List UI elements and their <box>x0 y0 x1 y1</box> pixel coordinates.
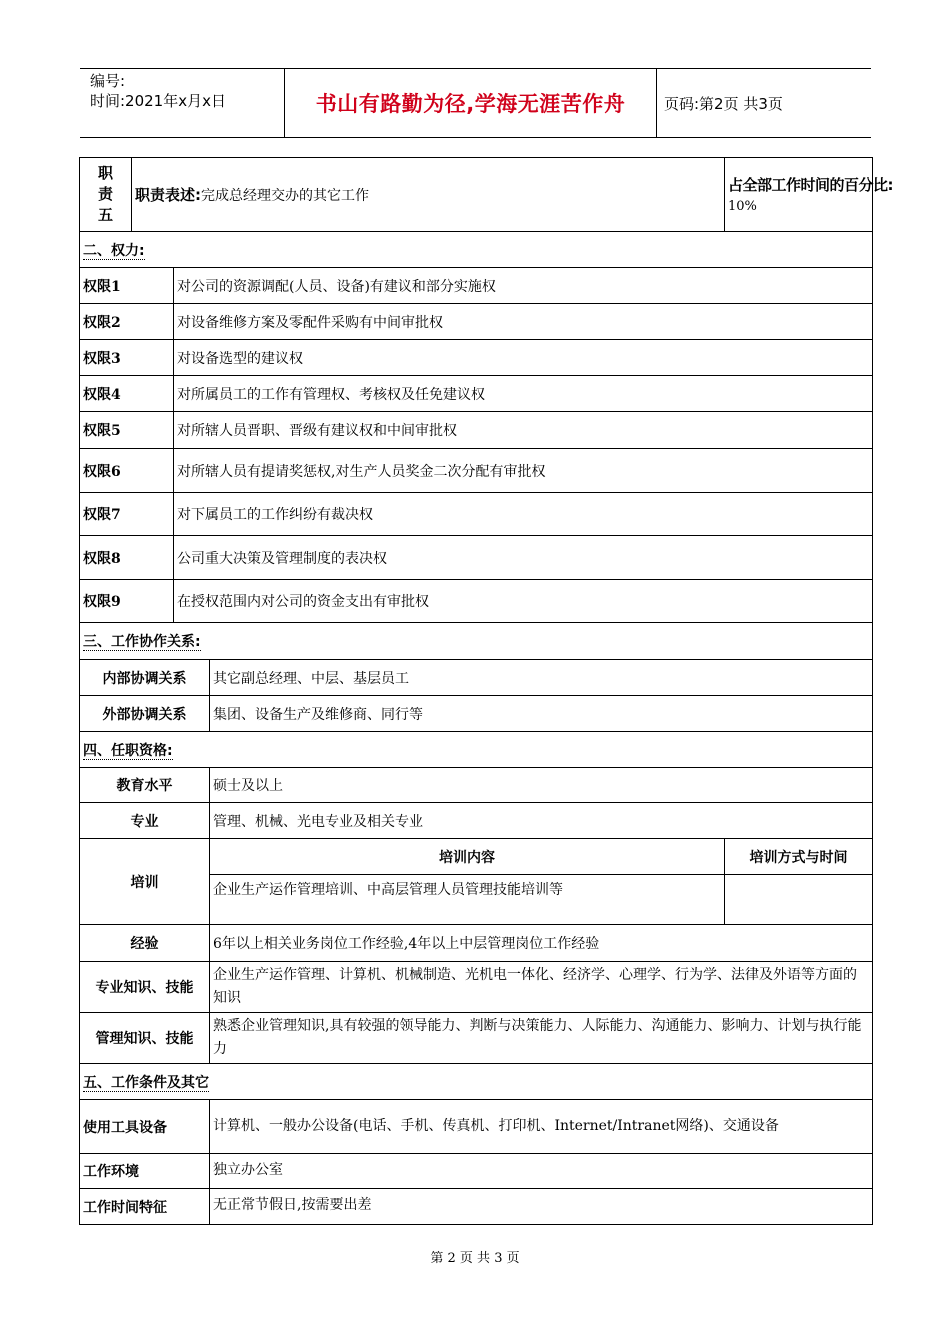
major-row <box>80 803 873 839</box>
training-label: 培训 <box>80 839 210 925</box>
work-time-text: 无正常节假日,按需要出差 <box>210 1189 873 1225</box>
authority-row <box>80 536 873 580</box>
pro-skill-row <box>80 962 873 1013</box>
qualification-title: 四、任职资格: <box>83 742 173 759</box>
external-relation-text: 集团、设备生产及维修商、同行等 <box>210 696 873 732</box>
internal-relation-text: 其它副总经理、中层、基层员工 <box>210 660 873 696</box>
experience-label: 经验 <box>80 925 210 962</box>
duty5-percent: 10% <box>728 199 757 214</box>
duty5-row <box>80 158 873 232</box>
authority-text: 对所辖人员有提请奖惩权,对生产人员奖金二次分配有审批权 <box>174 449 873 493</box>
tools-row <box>80 1100 873 1154</box>
env-label: 工作环境 <box>80 1154 210 1189</box>
authority-label: 权限5 <box>80 412 174 449</box>
authority-text: 公司重大决策及管理制度的表决权 <box>174 536 873 580</box>
training-method-header: 培训方式与时间 <box>725 839 873 875</box>
duty5-percent-label: 占全部工作时间的百分比: <box>728 176 894 194</box>
authority-label: 权限2 <box>80 304 174 340</box>
training-header-row <box>80 839 873 875</box>
authority-row <box>80 412 873 449</box>
header-motto-cell <box>284 69 657 137</box>
mgmt-skill-text: 熟悉企业管理知识,具有较强的领导能力、判断与决策能力、人际能力、沟通能力、影响力、计划与执行能力 <box>210 1013 873 1064</box>
authority-row <box>80 493 873 536</box>
education-label: 教育水平 <box>80 768 210 803</box>
mgmt-skill-row <box>80 1013 873 1064</box>
authority-row <box>80 580 873 623</box>
authority-label: 权限3 <box>80 340 174 376</box>
page-info: 页码:第2页 共3页 <box>664 94 783 113</box>
authority-text: 对所属员工的工作有管理权、考核权及任免建议权 <box>174 376 873 412</box>
authority-title: 二、权力: <box>83 242 145 259</box>
section-authority <box>80 232 873 268</box>
header-page-cell <box>656 69 871 137</box>
authority-row <box>80 449 873 493</box>
experience-text: 6年以上相关业务岗位工作经验,4年以上中层管理岗位工作经验 <box>210 925 873 962</box>
authority-label: 权限6 <box>80 449 174 493</box>
duty5-desc-label: 职责表述: <box>135 186 201 204</box>
work-time-row <box>80 1189 873 1225</box>
duty5-desc: 完成总经理交办的其它工作 <box>201 188 369 204</box>
authority-row <box>80 340 873 376</box>
tools-text: 计算机、一般办公设备(电话、手机、传真机、打印机、Internet/Intranet网络)、交通设备 <box>210 1100 873 1154</box>
mgmt-skill-label: 管理知识、技能 <box>80 1013 210 1064</box>
pro-skill-label: 专业知识、技能 <box>80 962 210 1013</box>
training-content: 企业生产运作管理培训、中高层管理人员管理技能培训等 <box>210 875 725 925</box>
duty5-label: 职 责 五 <box>80 158 132 232</box>
authority-label: 权限4 <box>80 376 174 412</box>
authority-row <box>80 376 873 412</box>
work-time-label: 工作时间特征 <box>80 1189 210 1225</box>
experience-row <box>80 925 873 962</box>
section-qualification <box>80 732 873 768</box>
training-content-header: 培训内容 <box>210 839 725 875</box>
authority-label: 权限7 <box>80 493 174 536</box>
doc-time: 时间:2021年x月x日 <box>90 92 226 110</box>
authority-text: 对公司的资源调配(人员、设备)有建议和部分实施权 <box>174 268 873 304</box>
relations-title: 三、工作协作关系: <box>83 634 201 650</box>
major-text: 管理、机械、光电专业及相关专业 <box>210 803 873 839</box>
duty5-percent-cell <box>725 158 894 232</box>
internal-relation-row <box>80 660 873 696</box>
major-label: 专业 <box>80 803 210 839</box>
external-relation-label: 外部协调关系 <box>80 696 210 732</box>
section-relations <box>80 623 873 660</box>
education-row <box>80 768 873 803</box>
authority-label: 权限8 <box>80 536 174 580</box>
authority-text: 对下属员工的工作纠纷有裁决权 <box>174 493 873 536</box>
authority-row <box>80 268 873 304</box>
training-method <box>725 875 873 925</box>
authority-label: 权限9 <box>80 580 174 623</box>
authority-label: 权限1 <box>80 268 174 304</box>
authority-text: 对设备选型的建议权 <box>174 340 873 376</box>
authority-text: 在授权范围内对公司的资金支出有审批权 <box>174 580 873 623</box>
section-conditions <box>80 1064 873 1100</box>
education-text: 硕士及以上 <box>210 768 873 803</box>
authority-row <box>80 304 873 340</box>
header-info <box>80 69 284 137</box>
tools-label: 使用工具设备 <box>80 1100 210 1154</box>
relations-title-cell <box>80 623 873 660</box>
conditions-title: 五、工作条件及其它 <box>83 1074 209 1091</box>
motto: 书山有路勤为径,学海无涯苦作舟 <box>315 92 626 116</box>
page-header <box>80 68 871 138</box>
env-row <box>80 1154 873 1189</box>
page-footer: 第 2 页 共 3 页 <box>430 1251 520 1266</box>
authority-text: 对所辖人员晋职、晋级有建议权和中间审批权 <box>174 412 873 449</box>
pro-skill-text: 企业生产运作管理、计算机、机械制造、光机电一体化、经济学、心理学、行为学、法律及外语等方面的知识 <box>210 962 873 1013</box>
doc-code: 编号: <box>90 72 126 90</box>
duty5-desc-cell <box>132 158 725 232</box>
external-relation-row <box>80 696 873 732</box>
internal-relation-label: 内部协调关系 <box>80 660 210 696</box>
authority-title-cell <box>80 232 873 268</box>
job-description-table <box>79 157 894 1225</box>
qualification-title-cell <box>80 732 873 768</box>
conditions-title-cell <box>80 1064 873 1100</box>
env-text: 独立办公室 <box>210 1154 873 1189</box>
authority-text: 对设备维修方案及零配件采购有中间审批权 <box>174 304 873 340</box>
